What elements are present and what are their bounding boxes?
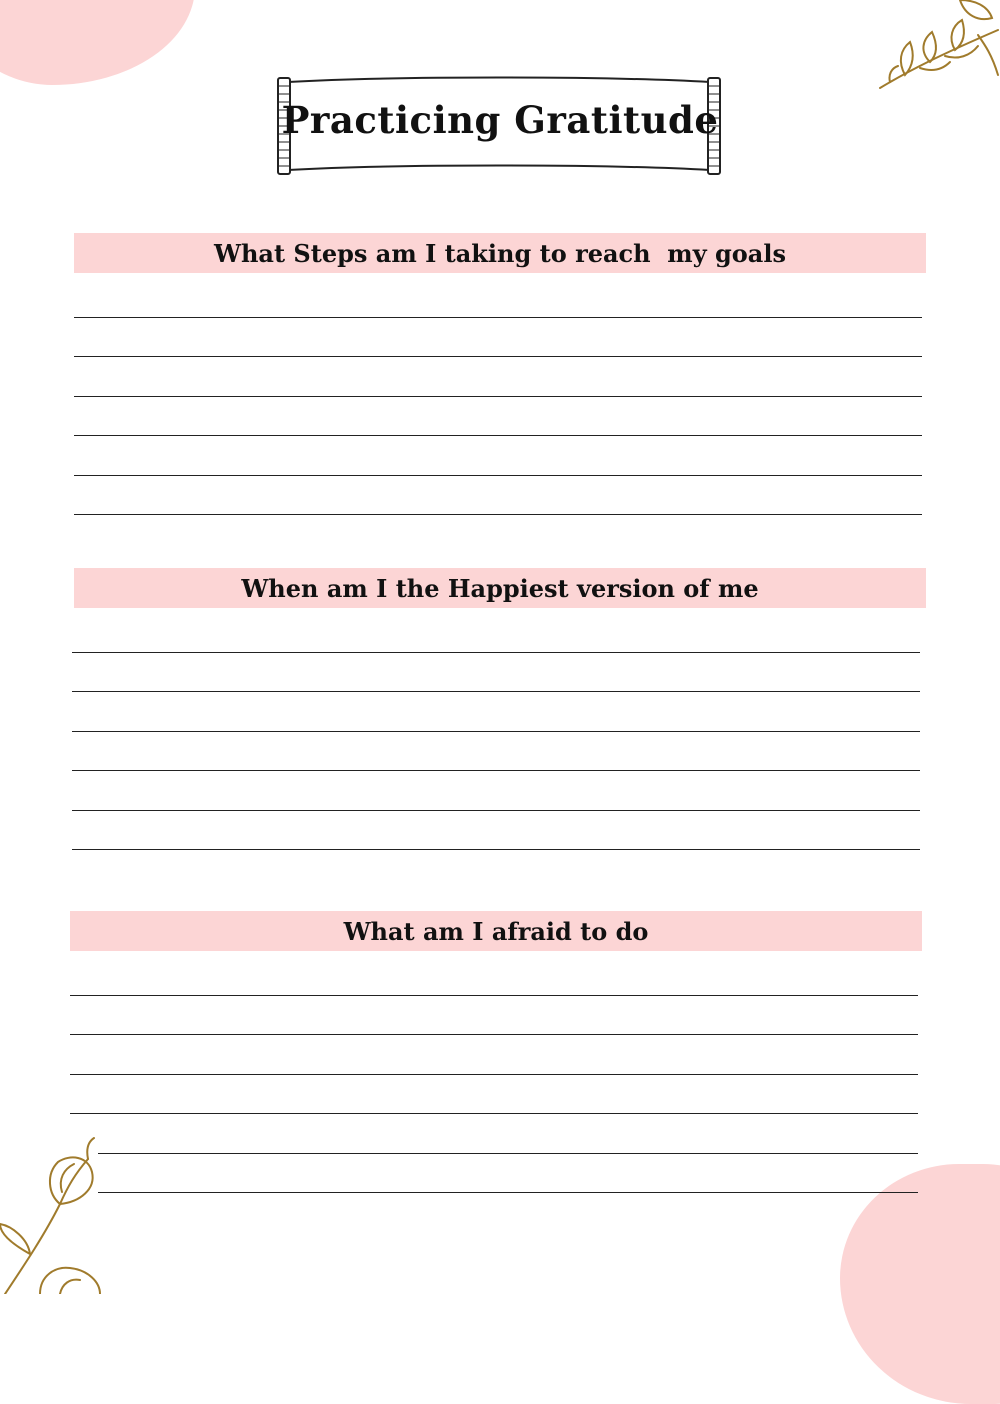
- section-heading: What am I afraid to do: [70, 911, 922, 951]
- writing-line[interactable]: [98, 1153, 918, 1154]
- pink-blob-top-left: [0, 0, 195, 85]
- floral-sprig-icon: [860, 0, 1000, 95]
- writing-line[interactable]: [72, 731, 920, 732]
- pink-blob-bottom-right: [840, 1164, 1000, 1404]
- writing-line[interactable]: [74, 514, 922, 515]
- section-heading: What Steps am I taking to reach my goals: [74, 233, 926, 273]
- page-title: Practicing Gratitude: [281, 98, 719, 142]
- writing-line[interactable]: [72, 652, 920, 653]
- writing-line[interactable]: [74, 396, 922, 397]
- writing-line[interactable]: [70, 1034, 918, 1035]
- title-banner: [274, 74, 726, 178]
- section-happiest: [74, 568, 926, 608]
- section-afraid: [70, 911, 922, 951]
- section-heading: When am I the Happiest version of me: [74, 568, 926, 608]
- writing-line[interactable]: [74, 475, 922, 476]
- section-goals: [74, 233, 926, 273]
- writing-line[interactable]: [70, 1113, 918, 1114]
- writing-line[interactable]: [98, 1192, 918, 1193]
- floral-sprig-icon: [0, 1134, 110, 1294]
- writing-line[interactable]: [72, 810, 920, 811]
- writing-line[interactable]: [74, 356, 922, 357]
- writing-line[interactable]: [72, 849, 920, 850]
- writing-line[interactable]: [70, 1074, 918, 1075]
- writing-line[interactable]: [72, 691, 920, 692]
- writing-line[interactable]: [72, 770, 920, 771]
- writing-line[interactable]: [74, 435, 922, 436]
- writing-line[interactable]: [70, 995, 918, 996]
- writing-line[interactable]: [74, 317, 922, 318]
